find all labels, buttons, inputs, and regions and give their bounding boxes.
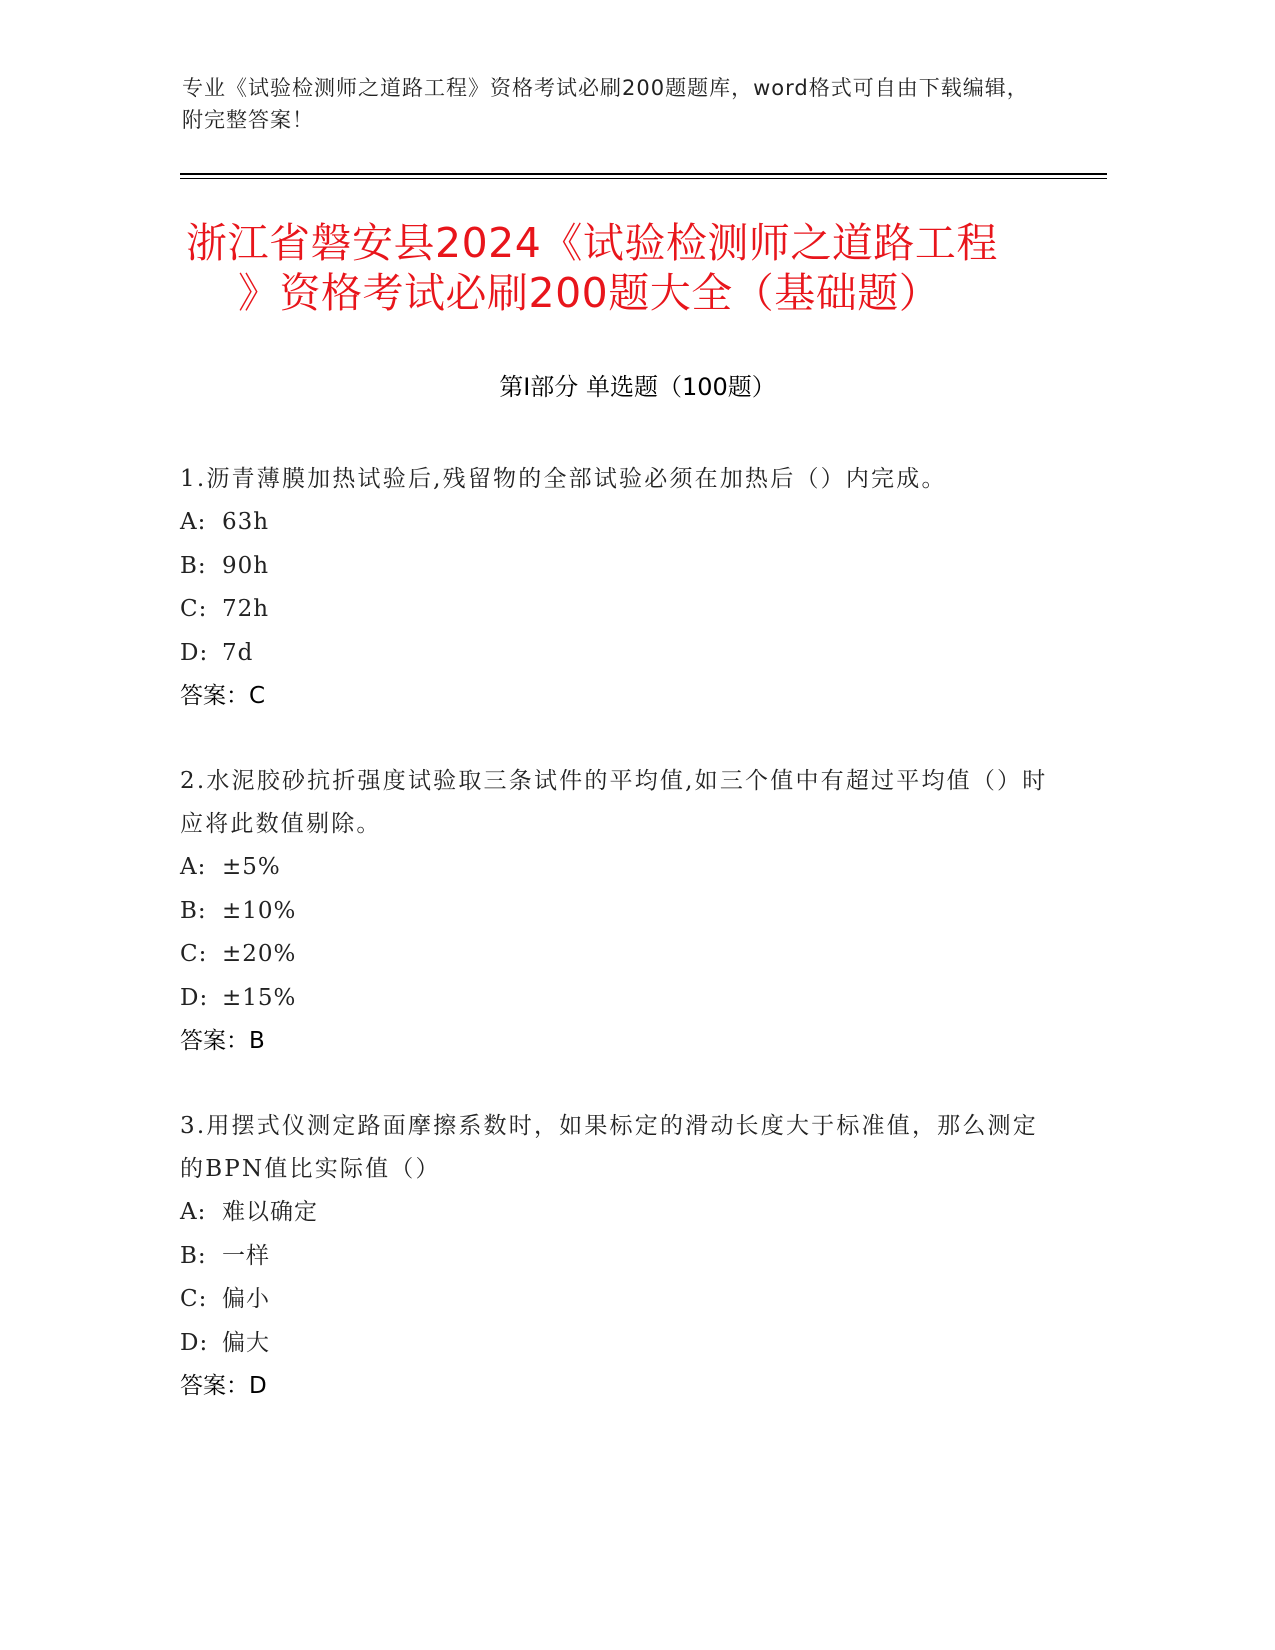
answer-line: 答案：C xyxy=(180,683,266,709)
option-c xyxy=(180,1278,1060,1322)
document-title xyxy=(186,218,1066,318)
option-b xyxy=(180,545,1060,589)
option-d xyxy=(180,632,1060,676)
option-text: 偏大 xyxy=(222,1329,270,1356)
option-letter: C: xyxy=(180,941,208,967)
option-c xyxy=(180,933,1060,977)
question-3 xyxy=(180,1105,1060,1408)
option-d xyxy=(180,977,1060,1021)
option-letter: D: xyxy=(180,639,209,666)
option-text: 72h xyxy=(222,596,270,622)
option-letter: B: xyxy=(180,552,207,579)
option-letter: C: xyxy=(180,1286,208,1312)
question-list xyxy=(180,458,1060,1450)
option-text: ±15% xyxy=(222,984,297,1011)
option-letter: D: xyxy=(180,984,209,1011)
option-a xyxy=(180,1191,1060,1235)
option-text: 偏小 xyxy=(222,1286,270,1312)
document-title-line-2: 》资格考试必刷200题大全（基础题） xyxy=(238,269,941,317)
option-text: 63h xyxy=(222,509,270,535)
question-stem: 3.用摆式仪测定路面摩擦系数时，如果标定的滑动长度大于标准值，那么测定的BPN值比实际值（） xyxy=(180,1113,1038,1182)
option-letter: A: xyxy=(180,1199,207,1225)
option-text: 一样 xyxy=(222,1242,270,1269)
document-title-line-1: 浙江省磐安县2024《试验检测师之道路工程 xyxy=(186,219,998,267)
question-stem: 1.沥青薄膜加热试验后,残留物的全部试验必须在加热后（）内完成。 xyxy=(180,466,947,492)
option-letter: A: xyxy=(180,509,207,535)
option-text: 90h xyxy=(222,552,270,579)
question-2 xyxy=(180,760,1060,1063)
option-text: ±20% xyxy=(222,941,297,967)
header-rule-thick xyxy=(180,173,1107,175)
section-heading: 第Ⅰ部分 单选题（100题） xyxy=(499,373,776,401)
option-text: ±5% xyxy=(222,854,281,880)
question-stem: 2.水泥胶砂抗折强度试验取三条试件的平均值,如三个值中有超过平均值（）时应将此数值剔除。 xyxy=(180,768,1048,837)
option-d xyxy=(180,1322,1060,1366)
option-a xyxy=(180,501,1060,545)
option-letter: C: xyxy=(180,596,208,622)
header-rule-thin xyxy=(180,178,1107,179)
question-1 xyxy=(180,458,1060,718)
option-b xyxy=(180,890,1060,934)
option-text: 难以确定 xyxy=(222,1199,318,1225)
option-letter: D: xyxy=(180,1329,209,1356)
option-letter: A: xyxy=(180,854,207,880)
option-a xyxy=(180,846,1060,890)
option-text: 7d xyxy=(222,639,254,666)
option-b xyxy=(180,1235,1060,1279)
header-note: 专业《试验检测师之道路工程》资格考试必刷200题题库，word格式可自由下载编辑，附完整答案！ xyxy=(182,76,1029,132)
option-letter: B: xyxy=(180,897,207,924)
answer-line: 答案：D xyxy=(180,1373,267,1399)
option-text: ±10% xyxy=(222,897,297,924)
answer-line: 答案：B xyxy=(180,1028,265,1054)
option-c xyxy=(180,588,1060,632)
option-letter: B: xyxy=(180,1242,207,1269)
